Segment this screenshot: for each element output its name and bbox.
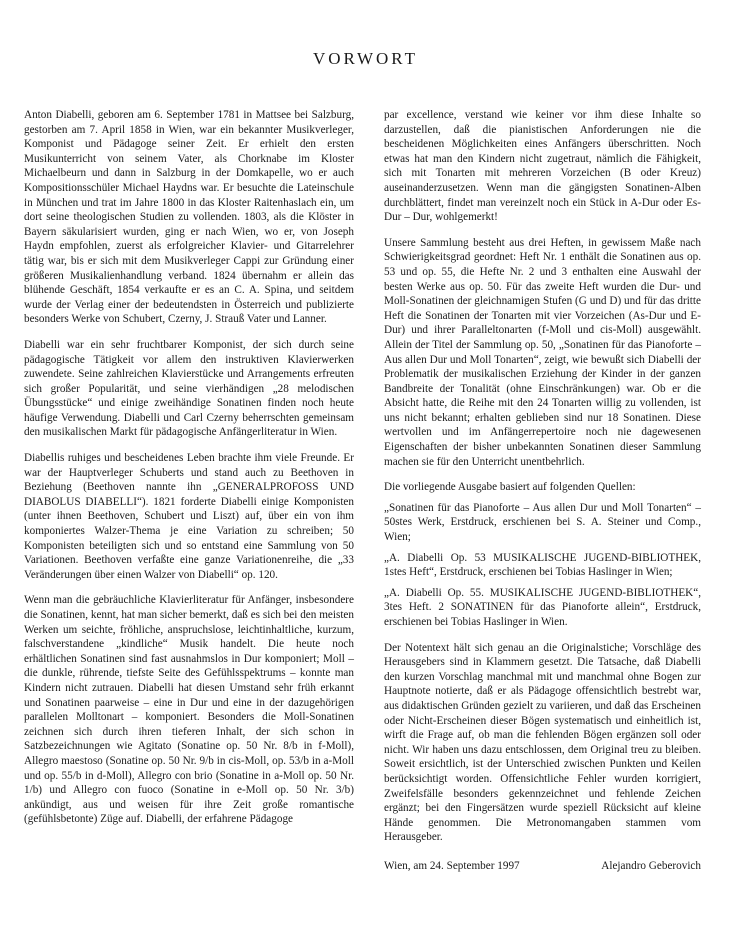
signature-line <box>384 859 701 874</box>
left-column <box>24 108 354 838</box>
paragraph-continuation: par excellence, verstand wie keiner vor ihm diese Inhalte so darzustellen, daß die pianistischen Anforderungen nie die bescheidenen Möglichkeiten eines Anfängers überschritten. Noch etwas hat man den Kindern nicht zugetraut, nämlich die Fähigkeit, sich mit Tonarten mit mehreren Vorzeichen (B oder Kreuz) auseinanderzusetzen. Wenn man die gängigsten Sonatinen-Alben durchblättert, findet man vereinzelt noch ein Stück in A-Dur oder Es-Dur – Dur, wohlgemerkt! <box>384 109 701 224</box>
signature-author: Alejandro Geberovich <box>601 859 701 872</box>
source-item: „A. Diabelli Op. 55. MUSIKALISCHE JUGEND-BIBLIOTHEK“, 3tes Heft. 2 SONATINEN für das Pianoforte allein“, Erstdruck, erschienen bei Tobias Haslinger in Wien. <box>384 586 701 628</box>
paragraph-collection: Unsere Sammlung besteht aus drei Heften, in gewissem Maße nach Schwierigkeitsgrad geordnet: Heft Nr. 1 enthält die Sonatinen aus op. 53 und op. 55, die Hefte Nr. 2 und 3 enthalten eine Auswahl der besten Werke aus op. 50. Für das zweite Heft wurden die Dur- und Moll-Sonatinen der gleichnamigen Stufen (G und D) und für das dritte Heft die Sonatinen der Tonarten mit vier Vorzeichen (As-Dur und E-Dur) und ihrer Paralleltonarten (f-Moll und cis-Moll) ausgewählt. Allein der Titel der Sammlung op. 50, „Sonatinen für das Pianoforte – Aus allen Dur und Moll Tonarten“, zeigt, wie bewußt sich Diabelli der Problematik der musikalischen Erziehung der Kinder in der ganzen Bandbreite der Tonalität (ohne Einschränkungen) war. Ob er die Absicht hatte, die Reihe mit den 24 Tonarten willig zu vollenden, ist uns nicht bekannt; erhalten geblieben sind nur 18 Sonatinen. Diese wertvollen und im Anfängerrepertoire noch nie dagewesenen Eigenschaften der bisher unbekannten Sonatinen dieser Sammlung machen sie für den Unterricht unentbehrlich. <box>384 236 701 468</box>
paragraph-sources-intro: Die vorliegende Ausgabe basiert auf folgenden Quellen: <box>384 481 636 494</box>
paragraph-biography: Anton Diabelli, geboren am 6. September 1781 in Mattsee bei Salzburg, gestorben am 7. April 1858 in Wien, war ein bekannter Musikverleger, Komponist und Pädagoge seiner Zeit. Er erhielt den ersten Musikunterricht von seinem Vater, als Chorknabe im Kloster Michaelbeurn und dann in Salzburg in der Domkapelle, wo er auch Kompositionsschüler Michael Haydns war. Er besuchte die Lateinschule in München und trat im Jahre 1800 in das Kloster Raitenhaslach ein, um dort seine theologischen Studien zu vollenden. 1803, als die Klöster in Bayern säkularisiert wurden, ging er nach Wien, wo er, von Joseph Haydn empfohlen, zuerst als erfolgreicher Klavier- und Gitarrelehrer tätig war, bis er sich mit dem Musikverleger Cappi zur Gründung einer größeren Musikalienhandlung verband. 1824 übernahm er allein das blühende Geschäft, 1854 verkaufte er es an C. A. Spina, und seitdem wurde der Verlag einer der bedeutendsten in Österreich und publizierte besonders Werke von Schubert, Czerny, J. Strauß Vater und Lanner. <box>24 109 354 326</box>
right-column <box>384 108 701 874</box>
source-item: „A. Diabelli Op. 53 MUSIKALISCHE JUGEND-BIBLIOTHEK, 1stes Heft“, Erstdruck, erschienen bei Tobias Haslinger in Wien; <box>384 551 701 579</box>
signature-date: Wien, am 24. September 1997 <box>384 859 520 872</box>
source-item: „Sonatinen für das Pianoforte – Aus allen Dur und Moll Tonarten“ – 50stes Werk, Erstdruck, erschienen bei S. A. Steiner und Comp., Wien; <box>384 501 701 544</box>
paragraph-friends: Diabellis ruhiges und bescheidenes Leben brachte ihm viele Freunde. Er war der Hauptverleger Schuberts und stand auch zu Beethoven in Beziehung (Beethoven nannte ihn „GENERALPROFOSS UND DIABOLUS DIABELLI“). 1821 forderte Diabelli einige Komponisten (unter ihnen Beethoven, Schubert und Liszt) auf, über ein von ihm komponiertes Walzer-Thema je eine Variation zu schreiben; 50 Komponisten beteiligten sich und so entstand eine Sammlung von 50 Variationen. Beethoven verfaßte eine ganze Variationenreihe, die „33 Veränderungen über einen Walzer von Diabelli“ op. 120. <box>24 452 354 581</box>
page-title: VORWORT <box>313 49 418 68</box>
paragraph-sonatinas: Wenn man die gebräuchliche Klavierliteratur für Anfänger, insbesondere die Sonatinen, kennt, hat man sicher bemerkt, daß es sich bei den meisten Werken um seichte, fröhliche, anspruchslose, leichtinhaltliche, kurzum, falschverstandene „kindliche“ Musik handelt. Die heute noch erhältlichen Sonatinen sind fast ausnahmslos in Dur komponiert; Moll – die dunkle, rührende, tiefste Seite des Gefühlsspektrums – konnte man Kindern nicht zutrauen. Diabelli hat diesen Umstand sehr früh erkannt und Sonatinen paarweise – eine in Dur und eine in der dazugehörigen parallelen Molltonart – komponiert. Besonders die Moll-Sonatinen zeichnen sich durch ihren tieferen Inhalt, der sich schon in Satzbezeichnungen wie Agitato (Sonatine op. 50 Nr. 8/b in f-Moll), Allegro maestoso (Sonatine op. 50 Nr. 9/b in cis-Moll, op. 53/b in a-Moll und op. 55/b in d-Moll), Allegro con brio (Sonatine in a-Moll op. 50 Nr. 1/b) und Allegro con fuoco (Sonatine in e-Moll op. 50 Nr. 3/b) ankündigt, aus und weisen für ihre Zeit große romantische (gefühlsbetonte) Züge auf. Diabelli, der erfahrene Pädagoge <box>24 594 354 826</box>
paragraph-notes: Der Notentext hält sich genau an die Originalstiche; Vorschläge des Herausgebers sind in Klammern gesetzt. Die Tatsache, daß Diabelli den kurzen Vorschlag manchmal mit und manchmal ohne Bogen zur Hauptnote notierte, daß er als Pädagoge offensichtlich bestrebt war, aus didaktischen Gründen gezielt zu variieren, und daß das Erscheinen oder Nicht-Erscheinen dieser Bögen systematisch und einheitlich ist, wirft die Frage auf, ob man die fehlenden Bögen ergänzen soll oder nicht. Wir haben uns dazu entschlossen, dem Original treu zu bleiben. Soweit ersichtlich, ist der Unterschied zwischen Punkten und Keilen berücksichtigt worden. Offensichtliche Fehler wurden korrigiert, Zweifelsfälle besonders gekennzeichnet und fehlende Zeichen ergänzt; bei den Fingersätzen wurde speziell Rücksicht auf kleine Hände genommen. Die Metronomangaben stammen vom Herausgeber. <box>384 641 701 844</box>
paragraph-composer: Diabelli war ein sehr fruchtbarer Komponist, der sich durch seine pädagogische Tätigkeit vor allem den instruktiven Klavierwerken zuwendete. Seine zahlreichen Klavierstücke und Arrangements erfreuten sich großer Popularität, und seine vierhändigen „28 melodischen Übungsstücke“ und einige zweihändige Sonatinen finden noch heute häufige Verwendung. Diabelli und Carl Czerny beherrschten gemeinsam den musikalischen Markt für pädagogische Anfängerliteratur in Wien. <box>24 338 354 439</box>
